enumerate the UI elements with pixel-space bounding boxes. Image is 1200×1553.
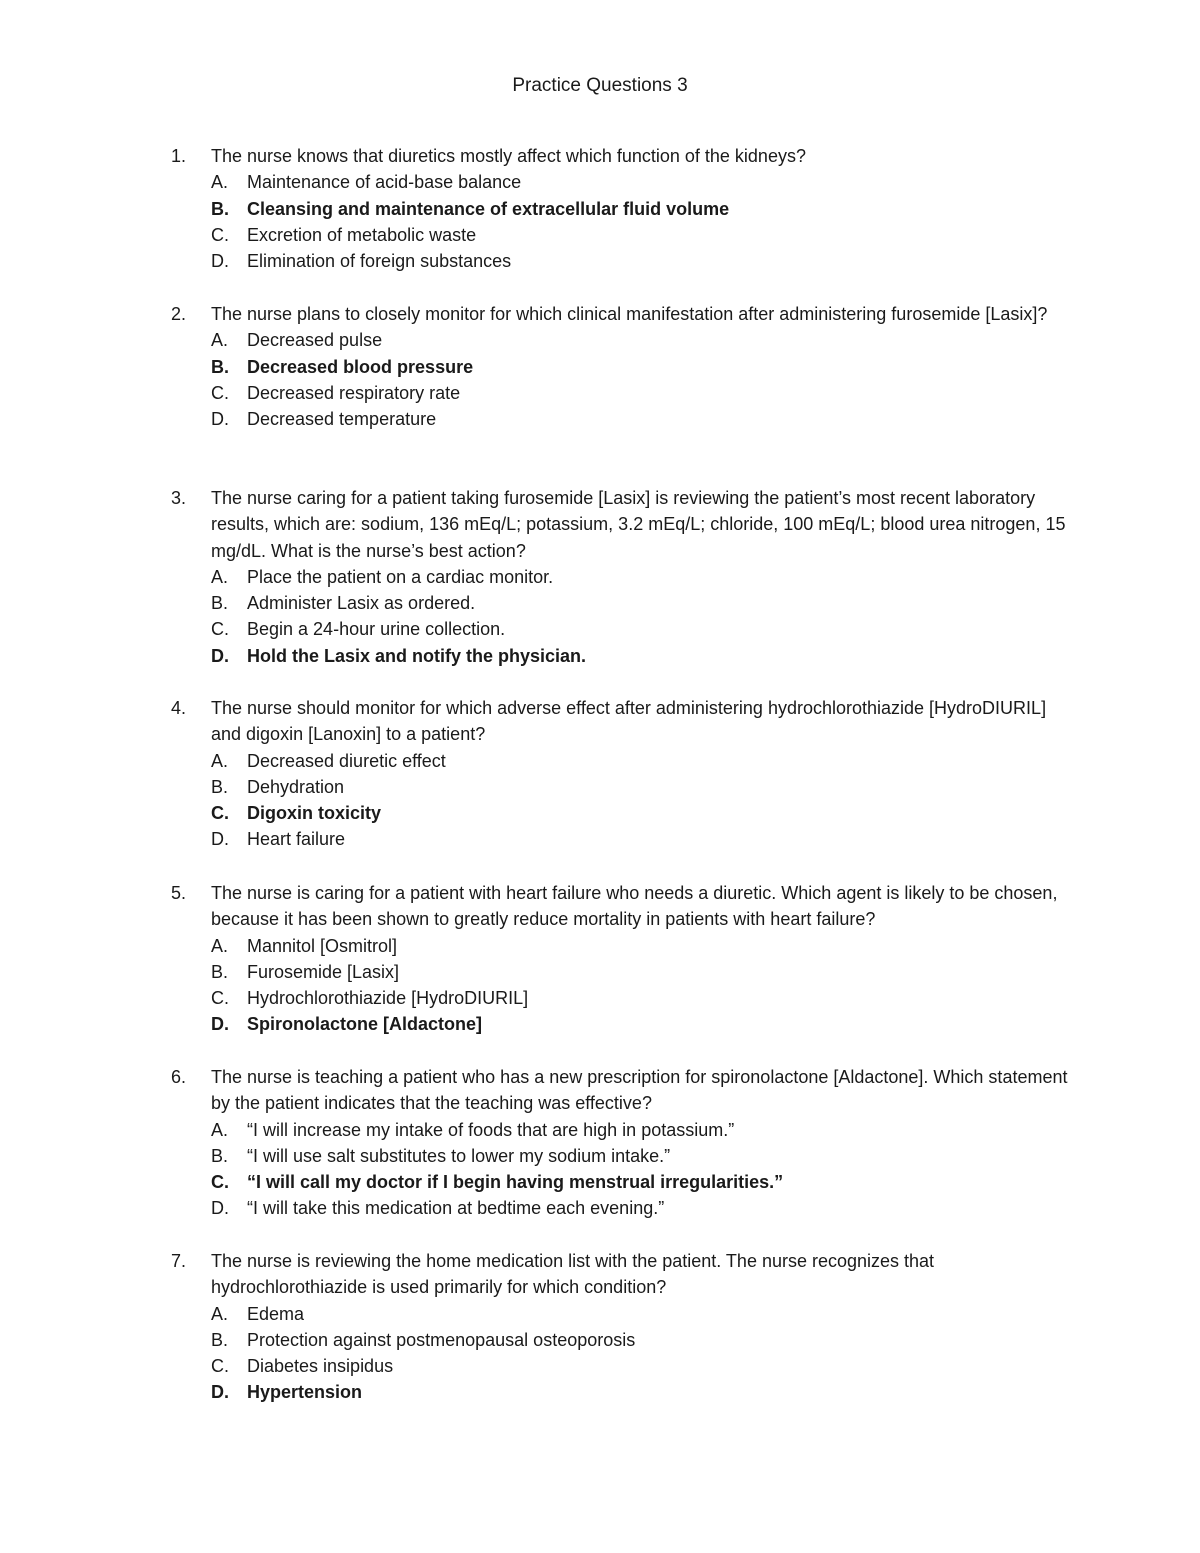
option-text: Heart failure: [247, 829, 346, 850]
option-letter: D.: [211, 1382, 229, 1403]
option-letter: B.: [211, 198, 229, 219]
option-text: Decreased blood pressure: [247, 356, 474, 377]
option-letter: A.: [211, 750, 229, 771]
option-b: [171, 1327, 1071, 1353]
question-text: The nurse should monitor for which adverse effect after administering hydrochlorothiazide [HydroDIURIL] and digoxin [Lanoxin] to a patient?: [211, 698, 1047, 745]
option-text: Diabetes insipidus: [247, 1356, 394, 1377]
question-number: 6.: [171, 1067, 187, 1087]
option-letter: A.: [211, 566, 229, 587]
option-d: [171, 1379, 1071, 1405]
option-c: [171, 985, 1071, 1011]
question-stem: [171, 1248, 1071, 1301]
option-letter: A.: [211, 935, 229, 956]
option-letter: D.: [211, 645, 229, 666]
option-letter: A.: [211, 330, 229, 351]
option-d: [171, 406, 1071, 432]
option-c: [171, 800, 1071, 826]
question-text: The nurse caring for a patient taking furosemide [Lasix] is reviewing the patient’s most recent laboratory results, which are: sodium, 136 mEq/L; potassium, 3.2 mEq/L; chloride, 100 mEq/L; blood urea nitrogen, 15 mg/dL. What is the nurse’s best action?: [211, 488, 1066, 561]
option-b: [171, 590, 1071, 616]
option-letter: B.: [211, 356, 229, 377]
option-text: Hydrochlorothiazide [HydroDIURIL]: [247, 988, 529, 1009]
option-letter: B.: [211, 593, 229, 614]
question-stem: [171, 301, 1071, 327]
question-text: The nurse knows that diuretics mostly affect which function of the kidneys?: [211, 146, 806, 166]
option-d: [171, 1195, 1071, 1221]
option-text: Excretion of metabolic waste: [247, 224, 477, 245]
question-stem: [171, 1064, 1071, 1117]
question-text: The nurse plans to closely monitor for which clinical manifestation after administering furosemide [Lasix]?: [211, 304, 1048, 324]
option-text: “I will increase my intake of foods that are high in potassium.”: [247, 1119, 735, 1140]
option-text: Cleansing and maintenance of extracellular fluid volume: [247, 198, 730, 219]
option-text: Maintenance of acid-base balance: [247, 172, 522, 193]
option-text: Decreased temperature: [247, 409, 437, 430]
option-text: Elimination of foreign substances: [247, 251, 512, 272]
option-text: Hypertension: [247, 1382, 363, 1403]
question-6: [171, 1064, 1071, 1222]
option-text: Hold the Lasix and notify the physician.: [247, 645, 587, 666]
option-letter: C.: [211, 382, 229, 403]
option-text: Dehydration: [247, 776, 345, 797]
option-text: Place the patient on a cardiac monitor.: [247, 566, 554, 587]
question-3: [171, 485, 1071, 669]
question-number: 1.: [171, 146, 187, 166]
option-text: “I will take this medication at bedtime each evening.”: [247, 1198, 665, 1219]
question-4: [171, 695, 1071, 853]
option-b: [171, 774, 1071, 800]
option-c: [171, 222, 1071, 248]
question-number: 2.: [171, 304, 187, 324]
option-c: [171, 616, 1071, 642]
option-c: [171, 1169, 1071, 1195]
option-a: [171, 564, 1071, 590]
option-letter: C.: [211, 803, 229, 824]
option-text: Protection against postmenopausal osteoporosis: [247, 1329, 636, 1350]
option-letter: D.: [211, 829, 229, 850]
question-stem: [171, 485, 1071, 564]
option-letter: A.: [211, 172, 229, 193]
option-text: Spironolactone [Aldactone]: [247, 1014, 483, 1035]
question-stem: [171, 695, 1071, 748]
question-number: 3.: [171, 488, 187, 508]
option-a: [171, 327, 1071, 353]
question-1: [171, 143, 1071, 274]
option-text: Administer Lasix as ordered.: [247, 593, 476, 614]
option-a: [171, 169, 1071, 195]
option-text: “I will call my doctor if I begin having menstrual irregularities.”: [247, 1172, 784, 1193]
option-text: Decreased diuretic effect: [247, 750, 446, 771]
option-text: Edema: [247, 1303, 305, 1324]
option-b: [171, 354, 1071, 380]
question-text: The nurse is caring for a patient with heart failure who needs a diuretic. Which agent is likely to be chosen, because it has been shown to greatly reduce mortality in patients with heart failure?: [211, 883, 1058, 930]
question-number: 5.: [171, 883, 187, 903]
option-text: Mannitol [Osmitrol]: [247, 935, 398, 956]
option-a: [171, 748, 1071, 774]
option-letter: C.: [211, 988, 229, 1009]
option-letter: C.: [211, 1172, 229, 1193]
option-text: Furosemide [Lasix]: [247, 961, 400, 982]
page-title: Practice Questions 3: [512, 75, 688, 96]
question-7: [171, 1248, 1071, 1406]
option-letter: D.: [211, 1014, 229, 1035]
option-b: [171, 959, 1071, 985]
option-b: [171, 1143, 1071, 1169]
option-a: [171, 933, 1071, 959]
question-text: The nurse is reviewing the home medication list with the patient. The nurse recognizes that hydrochlorothiazide is used primarily for which condition?: [211, 1251, 935, 1298]
option-a: [171, 1301, 1071, 1327]
option-c: [171, 380, 1071, 406]
question-stem: [171, 880, 1071, 933]
option-text: Decreased respiratory rate: [247, 382, 461, 403]
option-d: [171, 826, 1071, 852]
option-text: Begin a 24-hour urine collection.: [247, 619, 506, 640]
option-letter: B.: [211, 776, 229, 797]
option-text: Decreased pulse: [247, 330, 383, 351]
option-b: [171, 196, 1071, 222]
question-text: The nurse is teaching a patient who has a new prescription for spironolactone [Aldactone]. Which statement by the patient indicates that the teaching was effective?: [211, 1067, 1068, 1114]
option-letter: B.: [211, 1329, 229, 1350]
option-d: [171, 1011, 1071, 1037]
option-letter: D.: [211, 409, 229, 430]
option-a: [171, 1117, 1071, 1143]
option-letter: C.: [211, 224, 229, 245]
option-text: Digoxin toxicity: [247, 803, 382, 824]
option-d: [171, 643, 1071, 669]
option-d: [171, 248, 1071, 274]
option-text: “I will use salt substitutes to lower my sodium intake.”: [247, 1145, 671, 1166]
question-number: 4.: [171, 698, 187, 718]
option-letter: A.: [211, 1303, 229, 1324]
option-letter: A.: [211, 1119, 229, 1140]
option-c: [171, 1353, 1071, 1379]
option-letter: C.: [211, 619, 229, 640]
option-letter: B.: [211, 1145, 229, 1166]
question-5: [171, 880, 1071, 1038]
question-stem: [171, 143, 1071, 169]
question-number: 7.: [171, 1251, 187, 1271]
option-letter: B.: [211, 961, 229, 982]
option-letter: C.: [211, 1356, 229, 1377]
question-2: [171, 301, 1071, 432]
option-letter: D.: [211, 251, 229, 272]
option-letter: D.: [211, 1198, 229, 1219]
